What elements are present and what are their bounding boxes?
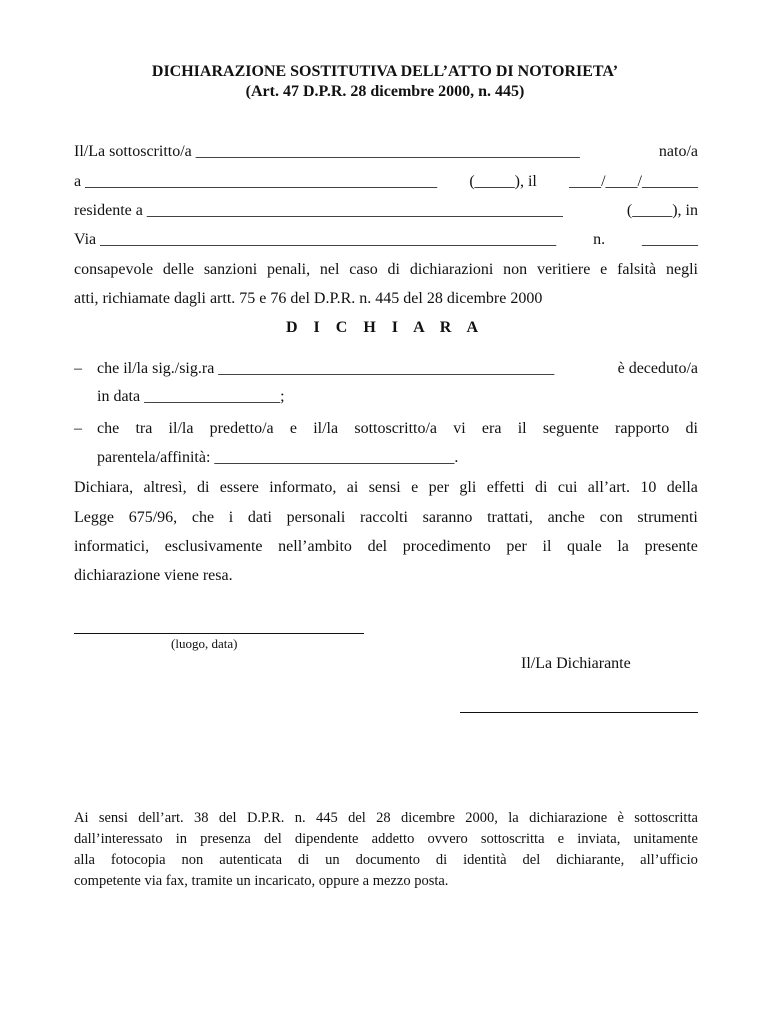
death-date-field: in data _________________; <box>97 388 285 405</box>
residence-field: residente a ____________________________________________________ <box>74 202 563 219</box>
bullet-dash: – <box>74 360 82 377</box>
item-deceased-line-1 <box>97 359 698 379</box>
consapevole-line-2: atti, richiamate dagli artt. 75 e 76 del D.P.R. n. 445 del 28 dicembre 2000 <box>74 290 543 307</box>
place-date-label: (luogo, data) <box>171 636 238 651</box>
footer-note-line-4: competente via fax, tramite un incaricato, oppure a mezzo posta. <box>74 873 449 889</box>
number-field: _______ <box>641 231 698 248</box>
form-line-street <box>74 230 698 250</box>
declarant-label: Il/La Dichiarante <box>521 655 631 672</box>
residence-province-field: (_____), in <box>626 202 698 219</box>
item-relation-line-1: che tra il/la predetto/a e il/la sottoscritto/a vi era il seguente rapporto di <box>97 420 698 437</box>
deceased-label: è deceduto/a <box>617 360 698 377</box>
privacy-line-2: Legge 675/96, che i dati personali raccolti saranno trattati, anche con strumenti <box>74 509 698 526</box>
place-date-line <box>74 633 364 634</box>
declarant-signature-line <box>460 712 698 713</box>
form-line-undersigned <box>74 142 698 162</box>
consapevole-line-1: consapevole delle sanzioni penali, nel caso di dichiarazioni non veritiere e falsità negli <box>74 261 698 278</box>
privacy-line-1: Dichiara, altresì, di essere informato, ai sensi e per gli effetti di cui all’art. 10 della <box>74 479 698 496</box>
undersigned-field: Il/La sottoscritto/a ________________________________________________ <box>74 143 580 160</box>
birthplace-field: a ____________________________________________ <box>74 173 438 190</box>
relation-field: parentela/affinità: ______________________________. <box>97 449 459 466</box>
dichiara-heading: D I C H I A R A <box>285 319 485 336</box>
street-field: Via _________________________________________________________ <box>74 231 557 248</box>
deceased-person-field: che il/la sig./sig.ra __________________________________________ <box>97 360 555 377</box>
footer-note-line-2: dall’interessato in presenza del dipendente addetto ovvero sottoscritta e inviata, unitamente <box>74 831 698 847</box>
form-line-birth <box>74 172 698 192</box>
privacy-line-4: dichiarazione viene resa. <box>74 567 233 584</box>
footer-note-line-3: alla fotocopia non autenticata di un documento di identità del dichiarante, all’ufficio <box>74 852 698 868</box>
footer-note-line-1: Ai sensi dell’art. 38 del D.P.R. n. 445 del 28 dicembre 2000, la dichiarazione è sottoscritta <box>74 810 698 826</box>
form-line-residence <box>74 201 698 221</box>
number-label: n. <box>593 231 606 248</box>
document-title: DICHIARAZIONE SOSTITUTIVA DELL’ATTO DI NOTORIETA’ <box>151 63 619 80</box>
document-subtitle: (Art. 47 D.P.R. 28 dicembre 2000, n. 445) <box>245 83 525 100</box>
birth-date-field: ____/____/_______ <box>569 173 698 190</box>
bullet-dash: – <box>74 420 82 437</box>
born-label: nato/a <box>658 143 698 160</box>
birth-province-field: (_____), il <box>469 173 537 190</box>
privacy-line-3: informatici, esclusivamente nell’ambito del procedimento per il quale la presente <box>74 538 698 555</box>
